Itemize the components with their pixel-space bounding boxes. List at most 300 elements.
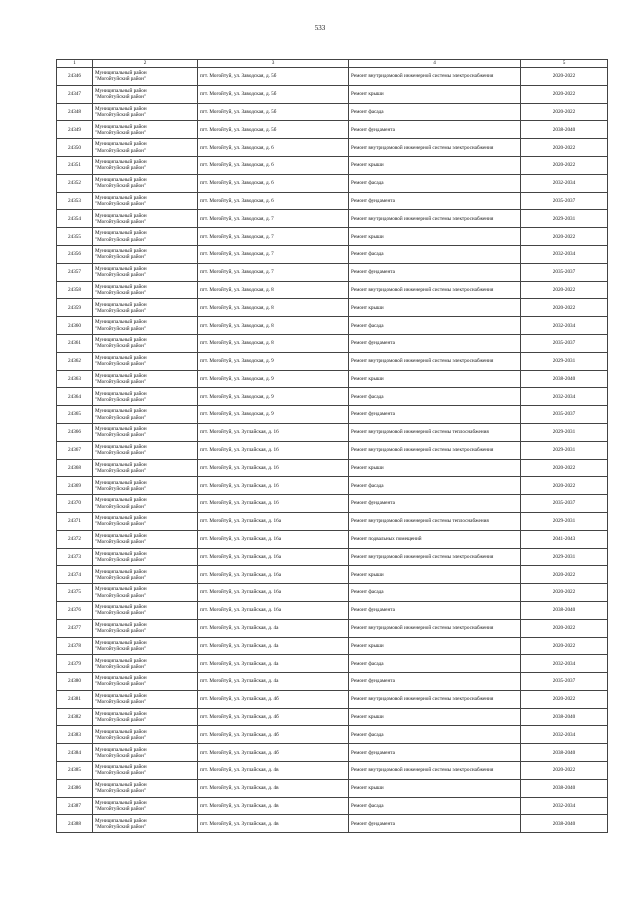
row-number: 24351 [57, 156, 93, 174]
table-row [57, 655, 608, 673]
district-cell [93, 441, 198, 459]
district-cell [93, 673, 198, 691]
address-cell: пгт. Могойтуй, ул. Заводская, д. 8 [198, 299, 349, 317]
district-line-2: "Могойтуйский район" [95, 556, 146, 563]
table-header [57, 60, 608, 68]
table-row [57, 726, 608, 744]
district-line-1: Муниципальный район [95, 479, 147, 486]
district-line-2: "Могойтуйский район" [95, 147, 146, 154]
address-cell: пгт. Могойтуй, ул. Заводская, д. 9 [198, 406, 349, 424]
work-type-cell: Ремонт фасада [349, 655, 521, 673]
district-cell [93, 584, 198, 602]
district-line-1: Муниципальный район [95, 657, 147, 664]
work-type-cell: Ремонт крыши [349, 566, 521, 584]
work-type-cell: Ремонт внутридомовой инженерной системы электроснабжения [349, 619, 521, 637]
period-cell: 2029-2031 [521, 423, 608, 441]
row-number: 24364 [57, 388, 93, 406]
district-line-1: Муниципальный район [95, 390, 147, 397]
district-cell [93, 690, 198, 708]
row-number: 24381 [57, 690, 93, 708]
table-row [57, 68, 608, 86]
district-cell [93, 85, 198, 103]
work-type-cell: Ремонт крыши [349, 459, 521, 477]
district-line-1: Муниципальный район [95, 372, 147, 379]
table-row [57, 228, 608, 246]
district-line-1: Муниципальный район [95, 586, 147, 593]
period-cell: 2020-2022 [521, 139, 608, 157]
row-number: 24356 [57, 245, 93, 263]
row-number: 24379 [57, 655, 93, 673]
district-line-1: Муниципальный район [95, 693, 147, 700]
table-row [57, 352, 608, 370]
district-line-2: "Могойтуйский район" [95, 343, 146, 350]
row-number: 24359 [57, 299, 93, 317]
district-cell [93, 530, 198, 548]
table-row [57, 192, 608, 210]
period-cell: 2032-2034 [521, 655, 608, 673]
table-row [57, 85, 608, 103]
district-line-1: Муниципальный район [95, 799, 147, 806]
work-type-cell: Ремонт фасада [349, 797, 521, 815]
period-cell: 2032-2034 [521, 797, 608, 815]
table-row [57, 477, 608, 495]
address-cell: пгт. Могойтуй, ул. Зуглайская, д. 4б [198, 744, 349, 762]
work-type-cell: Ремонт внутридомовой инженерной системы электроснабжения [349, 210, 521, 228]
period-cell: 2020-2022 [521, 566, 608, 584]
district-cell [93, 406, 198, 424]
address-cell: пгт. Могойтуй, ул. Зуглайская, д. 4б [198, 726, 349, 744]
district-cell [93, 281, 198, 299]
work-type-cell: Ремонт фундамента [349, 334, 521, 352]
work-type-cell: Ремонт крыши [349, 637, 521, 655]
period-cell: 2038-2040 [521, 121, 608, 139]
period-cell: 2038-2040 [521, 815, 608, 833]
work-type-cell: Ремонт внутридомовой инженерной системы теплоснабжения [349, 423, 521, 441]
district-line-2: "Могойтуйский район" [95, 165, 146, 172]
district-line-1: Муниципальный район [95, 746, 147, 753]
address-cell: пгт. Могойтуй, ул. Зуглайская, д. 4а [198, 619, 349, 637]
work-type-cell: Ремонт фасада [349, 245, 521, 263]
district-line-2: "Могойтуйский район" [95, 361, 146, 368]
period-cell: 2032-2034 [521, 388, 608, 406]
period-cell: 2032-2034 [521, 174, 608, 192]
row-number: 24372 [57, 530, 93, 548]
district-line-2: "Могойтуйский район" [95, 823, 146, 830]
work-type-cell: Ремонт крыши [349, 370, 521, 388]
work-type-cell: Ремонт внутридомовой инженерной системы электроснабжения [349, 352, 521, 370]
row-number: 24355 [57, 228, 93, 246]
row-number: 24353 [57, 192, 93, 210]
district-cell [93, 601, 198, 619]
row-number: 24361 [57, 334, 93, 352]
table-row [57, 815, 608, 833]
district-cell [93, 352, 198, 370]
column-header-3: 3 [198, 60, 349, 68]
table-row [57, 548, 608, 566]
district-line-2: "Могойтуйский район" [95, 111, 146, 118]
address-cell: пгт. Могойтуй, ул. Заводская, д. 7 [198, 245, 349, 263]
row-number: 24354 [57, 210, 93, 228]
district-cell [93, 388, 198, 406]
address-cell: пгт. Могойтуй, ул. Заводская, д. 5б [198, 121, 349, 139]
period-cell: 2035-2037 [521, 406, 608, 424]
work-type-cell: Ремонт крыши [349, 156, 521, 174]
district-line-1: Муниципальный район [95, 283, 147, 290]
row-number: 24375 [57, 584, 93, 602]
row-number: 24385 [57, 762, 93, 780]
address-cell: пгт. Могойтуй, ул. Зуглайская, д. 16 [198, 477, 349, 495]
district-line-2: "Могойтуйский район" [95, 236, 146, 243]
address-cell: пгт. Могойтуй, ул. Заводская, д. 6 [198, 192, 349, 210]
row-number: 24383 [57, 726, 93, 744]
address-cell: пгт. Могойтуй, ул. Заводская, д. 7 [198, 228, 349, 246]
district-line-1: Муниципальный район [95, 782, 147, 789]
district-line-2: "Могойтуйский район" [95, 503, 146, 510]
row-number: 24358 [57, 281, 93, 299]
period-cell: 2020-2022 [521, 228, 608, 246]
work-type-cell: Ремонт внутридомовой инженерной системы электроснабжения [349, 441, 521, 459]
district-cell [93, 263, 198, 281]
period-cell: 2038-2040 [521, 601, 608, 619]
district-line-2: "Могойтуйский район" [95, 183, 146, 190]
district-line-1: Муниципальный район [95, 817, 147, 824]
work-type-cell: Ремонт внутридомовой инженерной системы теплоснабжения [349, 512, 521, 530]
address-cell: пгт. Могойтуй, ул. Заводская, д. 9 [198, 370, 349, 388]
work-type-cell: Ремонт фундамента [349, 263, 521, 281]
district-line-1: Муниципальный район [95, 159, 147, 166]
address-cell: пгт. Могойтуй, ул. Зуглайская, д. 16а [198, 566, 349, 584]
row-number: 24387 [57, 797, 93, 815]
address-cell: пгт. Могойтуй, ул. Зуглайская, д. 16а [198, 601, 349, 619]
district-cell [93, 726, 198, 744]
district-line-1: Муниципальный район [95, 568, 147, 575]
table-row [57, 299, 608, 317]
district-line-2: "Могойтуйский район" [95, 806, 146, 813]
table-row [57, 762, 608, 780]
period-cell: 2020-2022 [521, 477, 608, 495]
district-cell [93, 210, 198, 228]
district-cell [93, 156, 198, 174]
district-line-1: Муниципальный район [95, 248, 147, 255]
table-row [57, 495, 608, 513]
district-line-1: Муниципальный район [95, 70, 147, 77]
district-cell [93, 121, 198, 139]
district-line-1: Муниципальный район [95, 426, 147, 433]
table-row [57, 334, 608, 352]
district-line-2: "Могойтуйский район" [95, 254, 146, 261]
district-cell [93, 637, 198, 655]
period-cell: 2038-2040 [521, 708, 608, 726]
district-cell [93, 495, 198, 513]
district-line-1: Муниципальный район [95, 675, 147, 682]
district-line-2: "Могойтуйский район" [95, 76, 146, 83]
address-cell: пгт. Могойтуй, ул. Зуглайская, д. 4а [198, 655, 349, 673]
table-row [57, 139, 608, 157]
district-line-2: "Могойтуйский район" [95, 94, 146, 101]
address-cell: пгт. Могойтуй, ул. Заводская, д. 6 [198, 139, 349, 157]
work-type-cell: Ремонт фасада [349, 584, 521, 602]
work-type-cell: Ремонт фундамента [349, 495, 521, 513]
address-cell: пгт. Могойтуй, ул. Заводская, д. 8 [198, 317, 349, 335]
column-header-1: 1 [57, 60, 93, 68]
period-cell: 2029-2031 [521, 352, 608, 370]
row-number: 24346 [57, 68, 93, 86]
district-line-2: "Могойтуйский район" [95, 432, 146, 439]
row-number: 24369 [57, 477, 93, 495]
district-line-2: "Могойтуйский район" [95, 272, 146, 279]
period-cell: 2038-2040 [521, 370, 608, 388]
period-cell: 2038-2040 [521, 779, 608, 797]
district-line-1: Муниципальный район [95, 515, 147, 522]
row-number: 24362 [57, 352, 93, 370]
period-cell: 2029-2031 [521, 210, 608, 228]
district-line-1: Муниципальный район [95, 266, 147, 273]
period-cell: 2035-2037 [521, 334, 608, 352]
period-cell: 2020-2022 [521, 156, 608, 174]
table-row [57, 370, 608, 388]
address-cell: пгт. Могойтуй, ул. Зуглайская, д. 4в [198, 762, 349, 780]
work-type-cell: Ремонт фундамента [349, 406, 521, 424]
district-line-1: Муниципальный район [95, 355, 147, 362]
district-line-1: Муниципальный район [95, 408, 147, 415]
address-cell: пгт. Могойтуй, ул. Заводская, д. 9 [198, 388, 349, 406]
row-number: 24386 [57, 779, 93, 797]
district-cell [93, 334, 198, 352]
district-line-2: "Могойтуйский район" [95, 788, 146, 795]
row-number: 24378 [57, 637, 93, 655]
work-type-cell: Ремонт крыши [349, 779, 521, 797]
district-line-2: "Могойтуйский район" [95, 325, 146, 332]
table-row [57, 441, 608, 459]
period-cell: 2032-2034 [521, 245, 608, 263]
period-cell: 2035-2037 [521, 673, 608, 691]
period-cell: 2020-2022 [521, 459, 608, 477]
district-line-2: "Могойтуйский район" [95, 521, 146, 528]
district-cell [93, 317, 198, 335]
table-row [57, 530, 608, 548]
district-line-1: Муниципальный район [95, 177, 147, 184]
period-cell: 2032-2034 [521, 317, 608, 335]
district-line-1: Муниципальный район [95, 461, 147, 468]
district-line-2: "Могойтуйский район" [95, 378, 146, 385]
district-cell [93, 708, 198, 726]
work-type-cell: Ремонт внутридомовой инженерной системы электроснабжения [349, 68, 521, 86]
address-cell: пгт. Могойтуй, ул. Зуглайская, д. 4б [198, 708, 349, 726]
district-line-2: "Могойтуйский район" [95, 699, 146, 706]
work-type-cell: Ремонт внутридомовой инженерной системы электроснабжения [349, 548, 521, 566]
work-type-cell: Ремонт внутридомовой инженерной системы электроснабжения [349, 139, 521, 157]
district-line-2: "Могойтуйский район" [95, 218, 146, 225]
district-line-1: Муниципальный район [95, 764, 147, 771]
period-cell: 2041-2043 [521, 530, 608, 548]
period-cell: 2038-2040 [521, 744, 608, 762]
address-cell: пгт. Могойтуй, ул. Заводская, д. 5б [198, 85, 349, 103]
address-cell: пгт. Могойтуй, ул. Заводская, д. 7 [198, 263, 349, 281]
row-number: 24350 [57, 139, 93, 157]
period-cell: 2020-2022 [521, 299, 608, 317]
period-cell: 2020-2022 [521, 584, 608, 602]
table-row [57, 156, 608, 174]
address-cell: пгт. Могойтуй, ул. Зуглайская, д. 16а [198, 584, 349, 602]
table-row [57, 708, 608, 726]
address-cell: пгт. Могойтуй, ул. Зуглайская, д. 16а [198, 512, 349, 530]
table-row [57, 174, 608, 192]
row-number: 24363 [57, 370, 93, 388]
row-number: 24352 [57, 174, 93, 192]
address-cell: пгт. Могойтуй, ул. Заводская, д. 8 [198, 334, 349, 352]
district-line-1: Муниципальный район [95, 533, 147, 540]
address-cell: пгт. Могойтуй, ул. Зуглайская, д. 16 [198, 441, 349, 459]
district-cell [93, 477, 198, 495]
district-line-2: "Могойтуйский район" [95, 752, 146, 759]
district-cell [93, 299, 198, 317]
row-number: 24374 [57, 566, 93, 584]
row-number: 24377 [57, 619, 93, 637]
district-line-2: "Могойтуйский район" [95, 129, 146, 136]
table-row [57, 121, 608, 139]
district-line-2: "Могойтуйский район" [95, 200, 146, 207]
work-type-cell: Ремонт фасада [349, 477, 521, 495]
work-type-cell: Ремонт фундамента [349, 744, 521, 762]
work-type-cell: Ремонт крыши [349, 299, 521, 317]
work-type-cell: Ремонт фасада [349, 726, 521, 744]
district-line-2: "Могойтуйский район" [95, 663, 146, 670]
district-line-1: Муниципальный район [95, 141, 147, 148]
district-line-2: "Могойтуйский район" [95, 645, 146, 652]
work-type-cell: Ремонт фасада [349, 103, 521, 121]
district-cell [93, 566, 198, 584]
district-cell [93, 744, 198, 762]
row-number: 24376 [57, 601, 93, 619]
work-type-cell: Ремонт крыши [349, 85, 521, 103]
district-line-2: "Могойтуйский район" [95, 307, 146, 314]
work-type-cell: Ремонт крыши [349, 228, 521, 246]
address-cell: пгт. Могойтуй, ул. Зуглайская, д. 4в [198, 815, 349, 833]
work-type-cell: Ремонт фасада [349, 388, 521, 406]
district-line-1: Муниципальный район [95, 123, 147, 130]
district-line-2: "Могойтуйский район" [95, 467, 146, 474]
district-line-2: "Могойтуйский район" [95, 414, 146, 421]
work-type-cell: Ремонт фундамента [349, 601, 521, 619]
work-type-cell: Ремонт внутридомовой инженерной системы электроснабжения [349, 762, 521, 780]
address-cell: пгт. Могойтуй, ул. Зуглайская, д. 4в [198, 779, 349, 797]
district-line-2: "Могойтуйский район" [95, 396, 146, 403]
header-row [57, 60, 608, 68]
table-row [57, 584, 608, 602]
district-line-1: Муниципальный район [95, 230, 147, 237]
period-cell: 2020-2022 [521, 637, 608, 655]
district-line-1: Муниципальный район [95, 639, 147, 646]
column-header-5: 5 [521, 60, 608, 68]
address-cell: пгт. Могойтуй, ул. Зуглайская, д. 4в [198, 797, 349, 815]
district-cell [93, 548, 198, 566]
address-cell: пгт. Могойтуй, ул. Зуглайская, д. 16 [198, 495, 349, 513]
row-number: 24367 [57, 441, 93, 459]
table-row [57, 690, 608, 708]
address-cell: пгт. Могойтуй, ул. Зуглайская, д. 16а [198, 548, 349, 566]
district-line-1: Муниципальный район [95, 710, 147, 717]
district-line-2: "Могойтуйский район" [95, 628, 146, 635]
row-number: 24382 [57, 708, 93, 726]
district-line-1: Муниципальный район [95, 337, 147, 344]
table-row [57, 263, 608, 281]
table-row [57, 210, 608, 228]
table-row [57, 566, 608, 584]
address-cell: пгт. Могойтуй, ул. Заводская, д. 7 [198, 210, 349, 228]
row-number: 24370 [57, 495, 93, 513]
district-line-2: "Могойтуйский район" [95, 770, 146, 777]
table-row [57, 673, 608, 691]
district-cell [93, 68, 198, 86]
district-cell [93, 815, 198, 833]
district-line-2: "Могойтуйский район" [95, 610, 146, 617]
district-line-1: Муниципальный район [95, 105, 147, 112]
work-type-cell: Ремонт фундамента [349, 192, 521, 210]
table-row [57, 459, 608, 477]
period-cell: 2020-2022 [521, 762, 608, 780]
district-cell [93, 619, 198, 637]
district-line-1: Муниципальный район [95, 550, 147, 557]
district-line-1: Муниципальный район [95, 194, 147, 201]
row-number: 24388 [57, 815, 93, 833]
district-cell [93, 228, 198, 246]
address-cell: пгт. Могойтуй, ул. Заводская, д. 6 [198, 156, 349, 174]
row-number: 24349 [57, 121, 93, 139]
table-row [57, 601, 608, 619]
table-row [57, 423, 608, 441]
table-row [57, 317, 608, 335]
row-number: 24373 [57, 548, 93, 566]
table-row [57, 779, 608, 797]
address-cell: пгт. Могойтуй, ул. Зуглайская, д. 16 [198, 459, 349, 477]
address-cell: пгт. Могойтуй, ул. Зуглайская, д. 4а [198, 673, 349, 691]
district-cell [93, 139, 198, 157]
row-number: 24348 [57, 103, 93, 121]
table-body [57, 68, 608, 833]
district-line-1: Муниципальный район [95, 497, 147, 504]
district-cell [93, 797, 198, 815]
work-type-cell: Ремонт фасада [349, 174, 521, 192]
district-line-1: Муниципальный район [95, 88, 147, 95]
district-line-1: Муниципальный район [95, 301, 147, 308]
row-number: 24360 [57, 317, 93, 335]
period-cell: 2020-2022 [521, 281, 608, 299]
row-number: 24366 [57, 423, 93, 441]
table-row [57, 281, 608, 299]
district-cell [93, 655, 198, 673]
district-line-2: "Могойтуйский район" [95, 681, 146, 688]
district-cell [93, 512, 198, 530]
work-type-cell: Ремонт фасада [349, 317, 521, 335]
district-cell [93, 779, 198, 797]
district-line-2: "Могойтуйский район" [95, 485, 146, 492]
district-line-2: "Могойтуйский район" [95, 574, 146, 581]
column-header-4: 4 [349, 60, 521, 68]
table-row [57, 797, 608, 815]
period-cell: 2029-2031 [521, 512, 608, 530]
row-number: 24357 [57, 263, 93, 281]
address-cell: пгт. Могойтуй, ул. Зуглайская, д. 4б [198, 690, 349, 708]
row-number: 24347 [57, 85, 93, 103]
table-row [57, 245, 608, 263]
district-line-2: "Могойтуйский район" [95, 450, 146, 457]
district-cell [93, 762, 198, 780]
row-number: 24368 [57, 459, 93, 477]
work-type-cell: Ремонт подвальных помещений [349, 530, 521, 548]
district-cell [93, 192, 198, 210]
period-cell: 2032-2034 [521, 726, 608, 744]
district-line-1: Муниципальный район [95, 622, 147, 628]
